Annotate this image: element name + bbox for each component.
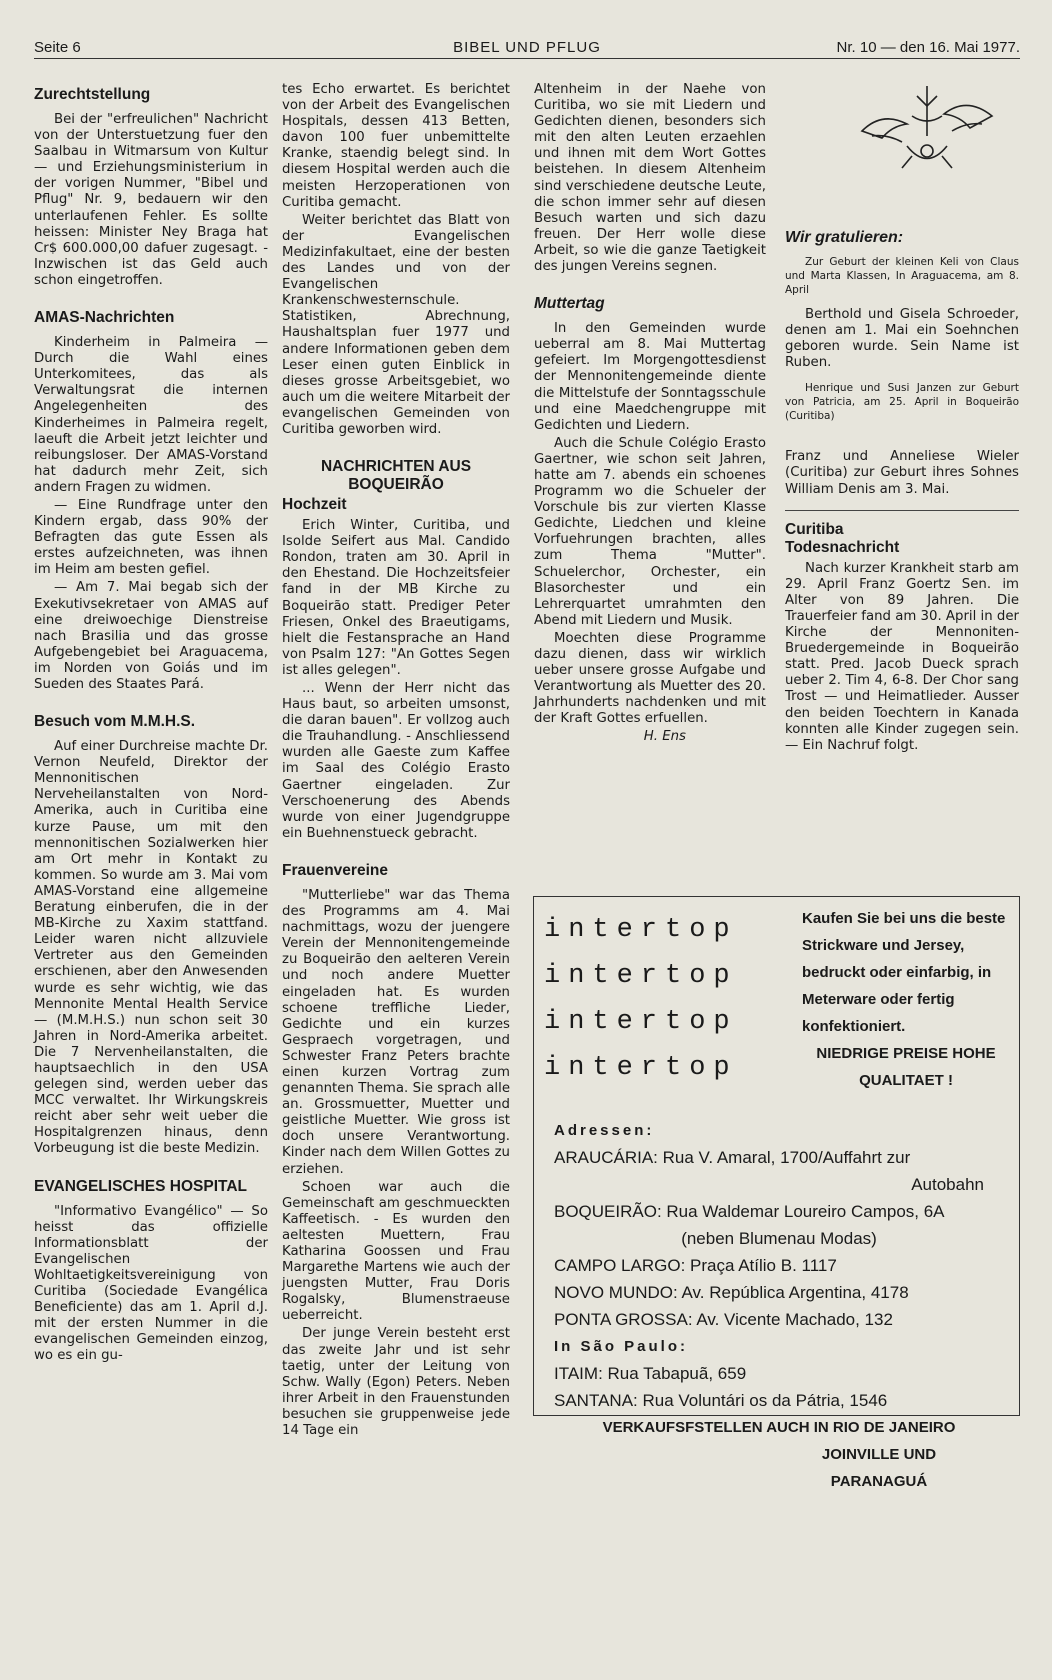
paragraph: "Mutterliebe" war das Thema des Programms am 4. Mai nachmittags, wozu der juengere Verein der Mennonitengemeinde zu Boqueirão den aelteren Verein und noch andere Muetter eingeladen hat. Es wurden schoene treffliche Lieder, Gedichte und ein kurzes Gespraech vorgetragen, und Schwester Franz Peters brachte einen kurzen Vortrag zum genannten Thema. Sie sprach alle an. Grossmuetter, Muetter und geistliche Muetter. Wie gross ist doch unsere Verantwortung. Kinder nach dem Willen Gottes zu erziehen. [282,887,510,1177]
address-araucaria-2: Autobahn [911,1175,984,1194]
birds-flowers-illustration [852,76,1002,176]
paragraph: Zur Geburt der kleinen Keli von Claus und Marta Klassen, In Araguacema, am 8. April [785,256,1019,296]
address-ponta-grossa: PONTA GROSSA: Av. Vicente Machado, 132 [554,1310,893,1329]
paragraph: Berthold und Gisela Schroeder, denen am 1. Mai ein Soehnchen geboren wurde. Sein Name ist Ruben. [785,307,1019,371]
sao-paulo-heading: In São Paulo: [554,1338,689,1355]
brand-logo: intertop [544,1007,738,1037]
paragraph: Kinderheim in Palmeira — Durch die Wahl eines Unterkomitees, das als Verwaltungsrat die internen Angelegenheiten des Kinderheimes in Palmeira regelt, laeuft die Arbeit jetzt leichter und reibungsloser. Der AMAS-Vorstand hat dadurch mehr Zeit, sich andern Fragen zu widmen. [34,335,268,495]
address-boqueirao-2: (neben Blumenau Modas) [681,1229,877,1248]
heading-curitiba: Curitiba [785,520,844,538]
ad-copy [802,905,1010,1094]
heading-wir-gratulieren: Wir gratulieren: [785,229,904,246]
address-santana: SANTANA: Rua Voluntári os da Pátria, 1546 [554,1391,888,1410]
sales-line-3: PARANAGUÁ [830,1473,928,1490]
paragraph: Erich Winter, Curitiba, und Isolde Seifert aus Mal. Candido Rondon, traten am 30. April in den Ehestand. Die Hochzeitsfeier fand in der MB Kirche zu Boqueirão statt. Prediger Peter Friesen, Onkel des Braeutigams, hielt die Festansprache an Hand von Psalm 127: "An Gottes Segen ist alles gelegen". [282,518,510,678]
column-2 [282,82,510,1441]
issue-date: Nr. 10 — den 16. Mai 1977. [836,39,1020,56]
address-itaim: ITAIM: Rua Tabapuã, 659 [554,1364,747,1383]
paragraph: Weiter berichtet das Blatt von der Evangelischen Medizinfakultaet, eine der besten des Landes und von der Evangelischen Krankenschwesternschule. Statistiken, Abrechnung, Haushaltsplan fuer 1977 und andere Informationen geben dem Leser einen guten Einblick in dieses grosse Arbeitsgebiet, wo auch um die weitere Mitarbeit der evangelischen Gemeinden von Curitiba geworben wird. [282,212,510,437]
heading-besuch: Besuch vom M.M.H.S. [34,713,196,731]
heading-evangelisches-hospital: EVANGELISCHES HOSPITAL [34,1177,248,1195]
brand-logo: intertop [544,961,738,991]
paragraph: Moechten diese Programme dazu dienen, dass wir wirklich ueber unsere grosse Aufgabe und Verantwortung als Muetter des 20. Jahrhunderts nachdenken und mit der Kraft Gottes erfuellen. [534,630,766,727]
paragraph: tes Echo erwartet. Es berichtet von der Arbeit des Evangelischen Hospitals, dessen 413 Betten, davon 100 fuer unbemittelte Kranke, staendig belegt sind. In diesem Hospital werden auch die meisten Herzoperationen von Curitiba gemacht. [282,82,510,210]
paragraph: Schoen war auch die Gemeinschaft am geschmueckten Kaffeetisch. - Es wurden den aeltesten Muettern, Frau Katharina Goossen und Frau Margarethe Martens wie auch der juengsten Mutter, Frau Doris Rogalsky, Blumenstraeuse ueberreicht. [282,1179,510,1324]
sales-line-1: VERKAUFSFSTELLEN AUCH IN RIO DE JANEIRO [602,1419,956,1436]
page-number: Seite 6 [34,39,81,56]
heading-boqueirao: NACHRICHTEN AUS BOQUEIRÃO [320,458,472,494]
paragraph: Der junge Verein besteht erst das zweite Jahr und ist sehr taetig, unter der Leitung von Schw. Wally (Egon) Peters. Neben ihrer Arbeit in den Frauenstunden besuchen sie gruppenweise jede 14 Tage ein [282,1326,510,1439]
heading-hochzeit: Hochzeit [282,496,347,514]
column-1 [34,82,268,1366]
heading-muttertag: Muttertag [534,295,605,313]
paragraph: Franz und Anneliese Wieler (Curitiba) zur Geburt ihres Sohnes William Denis am 3. Mai. [785,449,1019,497]
heading-frauenvereine: Frauenvereine [282,861,388,879]
column-3 [534,82,766,745]
paragraph: Nach kurzer Krankheit starb am 29. April Franz Goertz Sen. im Alter von 89 Jahren. Die Trauerfeier fand am 30. April in der Kirche der Mennoniten-Bruedergemeinde in Boqueirão statt. Pred. Jacob Dueck sprach ueber 2. Tim 4, 6-8. Der Chor sang Trost — und Heimatlieder. Ausser den beiden Toechtern in Kanada konnten alle Kinder zugegen sein. — Ein Nachruf folgt. [785,560,1019,753]
signature: H. Ens [643,729,686,745]
intertop-advertisement [533,896,1020,1490]
column-4 [785,225,1019,756]
heading-zurechtstellung: Zurechtstellung [34,86,151,103]
paragraph: In den Gemeinden wurde ueberral am 8. Mai Muttertag gefeiert. Im Morgengottesdienst der Mennonitengemeinde diente die Mittelstufe der Sonntagsschule und eine Maedchengruppe mit Gedichten und Liedern. [534,321,766,433]
ad-text-2: NIEDRIGE PREISE HOHE QUALITAET ! [816,1045,996,1089]
page-header [34,36,1020,58]
brand-logo: intertop [544,1053,738,1083]
address-campo-largo: CAMPO LARGO: Praça Atílio B. 1117 [554,1256,837,1275]
address-boqueirao: BOQUEIRÃO: Rua Waldemar Loureiro Campos, 6A [554,1202,945,1221]
brand-logo: intertop [544,915,738,945]
sales-line-2: JOINVILLE UND [821,1446,937,1463]
paragraph: — Eine Rundfrage unter den Kindern ergab, dass 90% der Befragten das gute Essen als erstes aufzeichneten, was ihnen im Heim am besten gefiel. [34,497,268,578]
addresses-heading: Adressen: [554,1122,655,1139]
divider [785,510,1019,511]
address-novo-mundo: NOVO MUNDO: Av. República Argentina, 4178 [554,1283,909,1302]
paragraph: Auch die Schule Colégio Erasto Gaertner, wie schon seit Jahren, hatte am 7. abends ein schoenes Programm wo die Schueler der Vorschule bis zur vierten Klasse Gedichte, Liedchen und kleine Vorfuehrungen brachten, alles zum Thema "Mutter". Schuelerchor, Orchester, ein Blasorchester und ein Lehrerquartet umrahmten den Abend mit Liedern und Musik. [534,435,766,628]
paragraph: Altenheim in der Naehe von Curitiba, wo sie mit Liedern und Gedichten dienen, besonders sich mit den alten Leuten erzaehlen und ihnen mit dem Wort Gottes beistehen. In diesem Altenheim sind verschiedene deutsche Leute, die schon immer sehr auf diesen Besuch warten und sich dazu freuen. Der Herr wolle diese Arbeit, so wie die ganze Taetigkeit des jungen Vereins segnen. [534,82,766,275]
paragraph: ... Wenn der Herr nicht das Haus baut, so arbeiten umsonst, die daran bauen". Er vollzog auch die Trauhandlung. - Anschliessend wurden alle Gaeste zum Kaffee im Saal des Colégio Erasto Gaertner eingeladen. Zur Verschoenerung des Abends wurde von einer Jugendgruppe ein Buehnenstueck gebracht. [282,681,510,841]
paragraph: "Informativo Evangélico" — So heisst das offizielle Informationsblatt der Evangelischen Wohltaetigkeitsvereinigung von Curitiba (Sociedade Evangélica Beneficiente) das am 1. April d.J. mit der ersten Nummer in die evangelischen Gemeinden einzog, wo es ein gu- [34,1203,268,1364]
ad-text-1: Kaufen Sie bei uns die beste Strickware und Jersey, bedruckt oder einfarbig, in Meterware oder fertig konfektioniert. [802,910,1006,1035]
paragraph: — Am 7. Mai begab sich der Exekutivsekretaer von AMAS auf eine dreiwoechige Dienstreise nach Brasilia und das grosse Aufgebengebiet bei Araguacema, im Norden von Goiás und im Sueden des Staates Pará. [34,580,268,692]
paragraph: Auf einer Durchreise machte Dr. Vernon Neufeld, Direktor der Mennonitischen Nerveheilanstalten von Nord-Amerika, auch in Curitiba eine kurze Pause, um mit den mennonitischen Sozialwerken hier am Ort mehr in Kontakt zu kommen. So wurde am 3. Mai vom AMAS-Vorstand eine allgemeine Beratung einberufen, die in der MB-Kirche zu Xaxim stattfand. Leider waren nicht allzuviele Vertreter aus den Gemeinden erschienen, aber den Anwesenden wurde es sehr wichtig, wie das Mennonite Mental Health Service — (M.M.H.S.) nun schon seit 30 Jahren in Nord-Amerika arbeitet. Die 7 Nervenheilanstalten, die hauptsaechlich in den USA gelegen sind, werden ueber das MCC verwaltet. Ihr Wirkungskreis reicht aber sehr weit ueber die Hospitalgrenzen hinaus, denn Vorbeugung ist die beste Medizin. [34,739,268,1157]
address-list [554,1117,1004,1495]
masthead: BIBEL UND PFLUG [453,39,601,56]
brand-repeat [544,907,769,1091]
heading-amas: AMAS-Nachrichten [34,309,175,327]
header-rule [34,58,1020,59]
address-araucaria: ARAUCÁRIA: Rua V. Amaral, 1700/Auffahrt zur [554,1148,911,1167]
paragraph: Henrique und Susi Janzen zur Geburt von Patricia, am 25. April in Boqueirão (Curitiba) [785,382,1019,423]
heading-todesnachricht: Todesnachricht [785,538,900,556]
paragraph: Bei der "erfreulichen" Nachricht von der Unterstuetzung fuer den Saalbau in Witmarsum von Kultur — und Erziehungsministerium in der vorigen Nummer, "Bibel und Pflug" Nr. 9, bedauern wir den unterlaufenen Fehler. Es sollte heissen: Minister Ney Braga hat Cr$ 600.000,00 dafuer zugesagt. - Inzwischen ist das Geld auch schon eingetroffen. [34,112,268,288]
